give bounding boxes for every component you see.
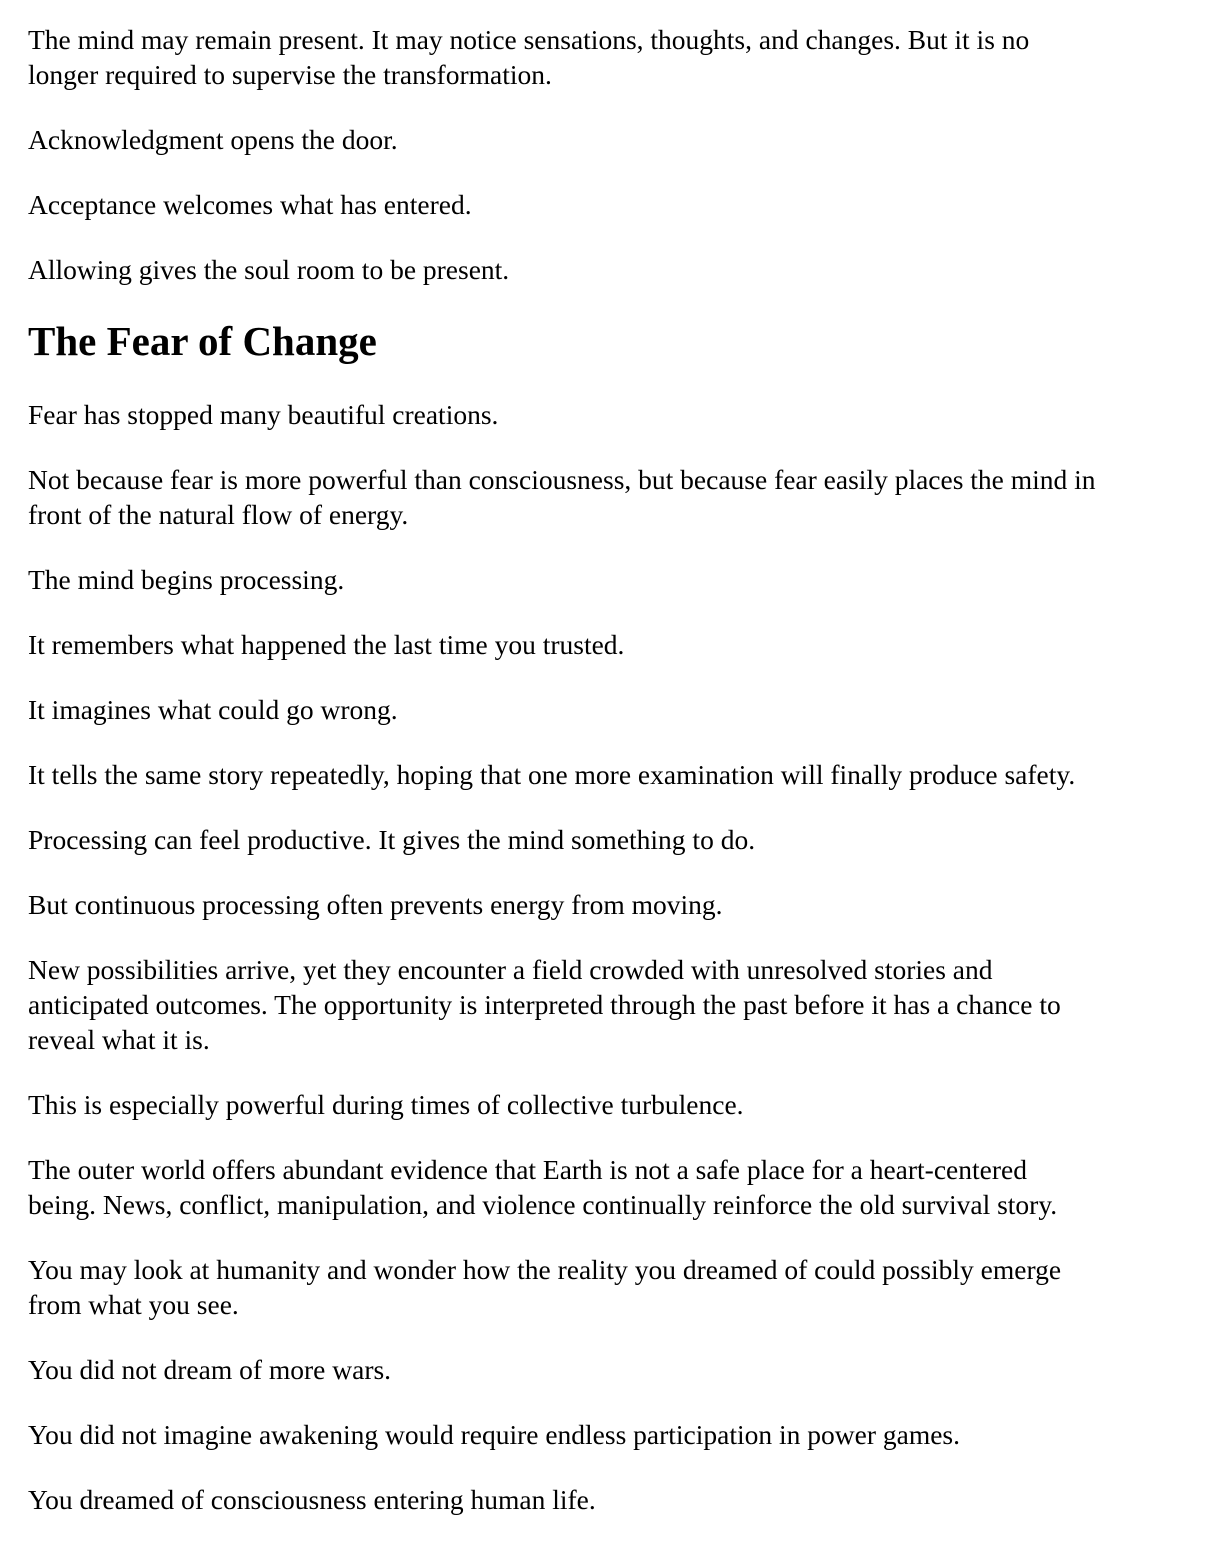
paragraph: Acknowledgment opens the door.: [28, 124, 398, 155]
paragraph: New possibilities arrive, yet they encounter a field crowded with unresolved stories and anticipated outcomes. The opportunity is interpreted through the past before it has a chance to reveal what it is.: [28, 954, 1061, 1055]
paragraph: The mind may remain present. It may notice sensations, thoughts, and changes. But it is no longer required to supervise the transformation.: [28, 24, 1030, 90]
paragraph: It tells the same story repeatedly, hoping that one more examination will finally produce safety.: [28, 759, 1076, 790]
paragraph: Processing can feel productive. It gives the mind something to do.: [28, 824, 756, 855]
paragraph: You dreamed of consciousness entering human life.: [28, 1484, 596, 1515]
paragraph: Not because fear is more powerful than consciousness, but because fear easily places the mind in front of the natural flow of energy.: [28, 464, 1096, 530]
paragraph: Allowing gives the soul room to be present.: [28, 254, 510, 285]
paragraph: But continuous processing often prevents energy from moving.: [28, 889, 723, 920]
section-heading: The Fear of Change: [28, 318, 377, 364]
paragraph: Fear has stopped many beautiful creations.: [28, 399, 499, 430]
document-body: [28, 22, 1198, 1517]
paragraph: It remembers what happened the last time you trusted.: [28, 629, 625, 660]
paragraph: You may look at humanity and wonder how the reality you dreamed of could possibly emerge from what you see.: [28, 1254, 1062, 1320]
paragraph: You did not imagine awakening would require endless participation in power games.: [28, 1419, 961, 1450]
paragraph: The mind begins processing.: [28, 564, 345, 595]
paragraph: You did not dream of more wars.: [28, 1354, 392, 1385]
paragraph: This is especially powerful during times of collective turbulence.: [28, 1089, 744, 1120]
paragraph: Acceptance welcomes what has entered.: [28, 189, 472, 220]
paragraph: It imagines what could go wrong.: [28, 694, 398, 725]
paragraph: The outer world offers abundant evidence that Earth is not a safe place for a heart-centered being. News, conflict, manipulation, and violence continually reinforce the old survival story.: [28, 1154, 1058, 1220]
